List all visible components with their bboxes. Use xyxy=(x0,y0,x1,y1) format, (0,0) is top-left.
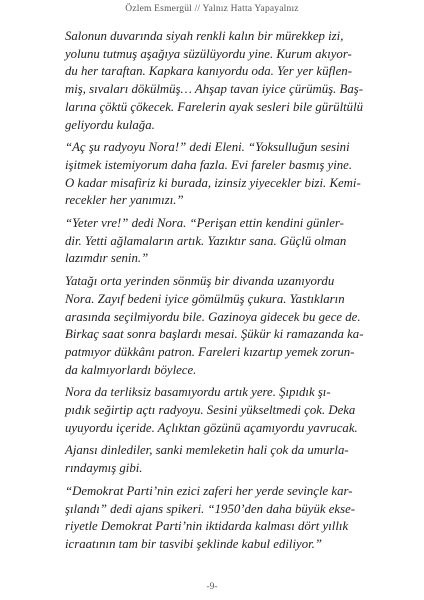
paragraph-1 xyxy=(53,28,373,134)
text-line: arasında seçilmiyordu bile. Gazinoya gidecek bu gece de. xyxy=(65,309,361,324)
text-line: Salonun duvarında siyah renkli kalın bir mürekkep izi, xyxy=(65,29,344,43)
text-line: pıdık seğirtip açtı radyoyu. Sesini yükseltmedi çok. Deka xyxy=(65,403,356,418)
paragraph-6 xyxy=(53,442,373,477)
text-line: recekler her yanımızı.” xyxy=(65,193,184,208)
text-line: Nora da terliksiz basamıyordu artık yere. Şıpıdık şı- xyxy=(65,385,331,400)
text-line: O kadar misafiriz ki burada, izinsiz yiyecekler bizi. Kemi- xyxy=(65,175,361,190)
text-line: icraatının tam bir tasvibi şeklinde kabul ediliyor.” xyxy=(65,536,322,551)
page-number: -9- xyxy=(206,582,218,592)
text-line: du her taraftan. Kapkara kanıyordu oda. Yer yer küflen- xyxy=(65,64,352,79)
text-line: da kalmıyorlardı böylece. xyxy=(65,362,197,377)
text-line: riyetle Demokrat Parti’nin iktidarda kalması dört yıllık xyxy=(65,519,349,534)
text-line: uyuyordu içeride. Açlıktan gözünü açamıyordu yavrucak. xyxy=(65,420,358,435)
text-line: “Aç şu radyoyu Nora!” dedi Eleni. “Yoksulluğun sesini xyxy=(65,140,350,155)
text-line: geliyordu kulağa. xyxy=(65,117,155,132)
text-line: larına çöktü çökecek. Farelerin ayak sesleri bile gürültülü xyxy=(65,99,364,114)
text-line: şılandı” dedi ajans spikeri. “1950’den daha büyük ekse- xyxy=(65,501,356,516)
text-line: Birkaç saat sonra başlardı mesai. Şükür ki ramazanda ka- xyxy=(65,327,364,342)
text-line: yolunu tutmuş aşağıya süzülüyordu yine. Kurum akıyor- xyxy=(65,46,352,61)
paragraph-7 xyxy=(53,483,373,554)
text-line: rındaymış gibi. xyxy=(65,461,143,476)
text-line: dir. Yetti ağlamaların artık. Yazıktır sana. Güçlü olman xyxy=(65,233,347,248)
paragraph-4 xyxy=(53,273,373,379)
text-line: patmıyor dükkânı patron. Fareleri kızartıp yemek zorun- xyxy=(65,344,355,359)
text-line: lazımdır senin.” xyxy=(65,251,149,266)
paragraph-5 xyxy=(53,384,373,437)
text-line: miş, sıvaları dökülmüş… Ahşap tavan iyice çürümüş. Baş- xyxy=(65,82,363,97)
paragraph-3 xyxy=(53,215,373,268)
text-line: Yatağı orta yerinden sönmüş bir divanda uzanıyordu xyxy=(65,274,335,289)
body-text xyxy=(53,28,373,559)
paragraph-2 xyxy=(53,139,373,210)
text-line: işitmek istemiyorum daha fazla. Evi fareler basmış yine. xyxy=(65,157,353,172)
running-header: Özlem Esmergül // Yalnız Hatta Yapayalnız xyxy=(125,4,299,14)
text-line: “Demokrat Parti’nin ezici zaferi her yerde sevinçle kar- xyxy=(65,483,353,498)
text-line: Nora. Zayıf bedeni iyice gömülmüş çukura. Yastıkların xyxy=(65,291,345,306)
text-line: Ajansı dinlediler, sanki memleketin hali çok da umurla- xyxy=(65,443,349,458)
text-line: “Yeter vre!” dedi Nora. “Perişan ettin kendini günler- xyxy=(65,216,344,231)
